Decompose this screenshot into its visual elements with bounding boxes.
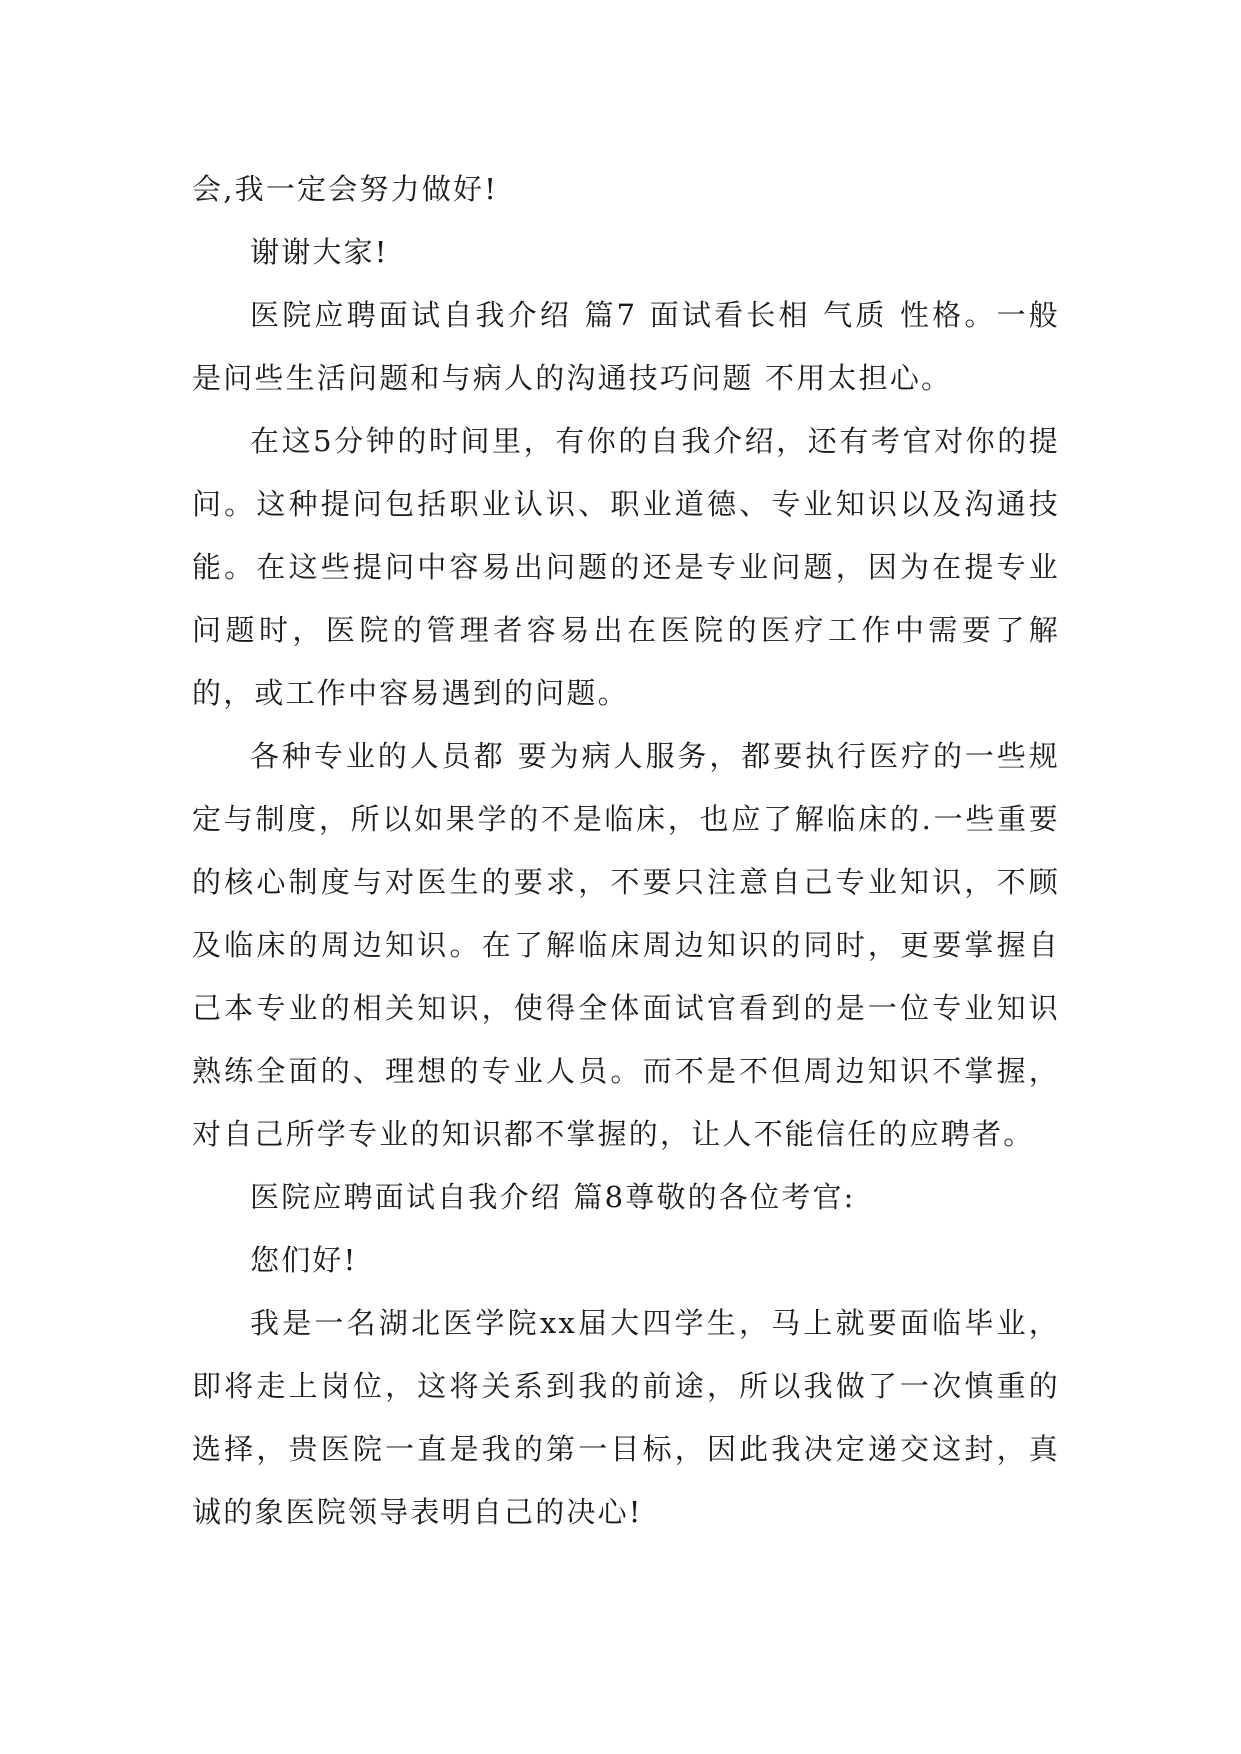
paragraph-professional-knowledge: 各种专业的人员都 要为病人服务，都要执行医疗的一些规定与制度，所以如果学的不是临床，也应了解临床的.一些重要的核心制度与对医生的要求，不要只注意自己专业知识，不顾及临床的周边知识。在了解临床周边知识的同时，更要掌握自己本专业的相关知识，使得全体面试官看到的是一位专业知识熟练全面的、理想的专业人员。而不是不但周边知识不掌握，对自己所学专业的知识都不掌握的，让人不能信任的应聘者。 — [192, 739, 1060, 1151]
paragraph-thanks: 谢谢大家! — [250, 235, 389, 269]
paragraph-self-introduction: 我是一名湖北医学院xx届大四学生，马上就要面临毕业，即将走上岗位，这将关系到我的前途，所以我做了一次慎重的选择，贵医院一直是我的第一目标，因此我决定递交这封，真诚的象医院领导表明自己的决心! — [192, 1306, 1060, 1529]
paragraph-section-8-heading: 医院应聘面试自我介绍 篇8尊敬的各位考官: — [250, 1180, 856, 1214]
paragraph-section-7: 医院应聘面试自我介绍 篇7 面试看长相 气质 性格。一般是问些生活问题和与病人的沟通技巧问题 不用太担心。 — [192, 298, 1060, 395]
paragraph-interview-time: 在这5分钟的时间里，有你的自我介绍，还有考官对你的提问。这种提问包括职业认识、职业道德、专业知识以及沟通技能。在这些提问中容易出问题的还是专业问题，因为在提专业问题时，医院的管理者容易出在医院的医疗工作中需要了解的，或工作中容易遇到的问题。 — [192, 424, 1060, 710]
paragraph-greeting: 您们好! — [250, 1243, 358, 1277]
paragraph-continuation: 会,我一定会努力做好! — [192, 172, 499, 206]
document-body — [192, 158, 1060, 1544]
